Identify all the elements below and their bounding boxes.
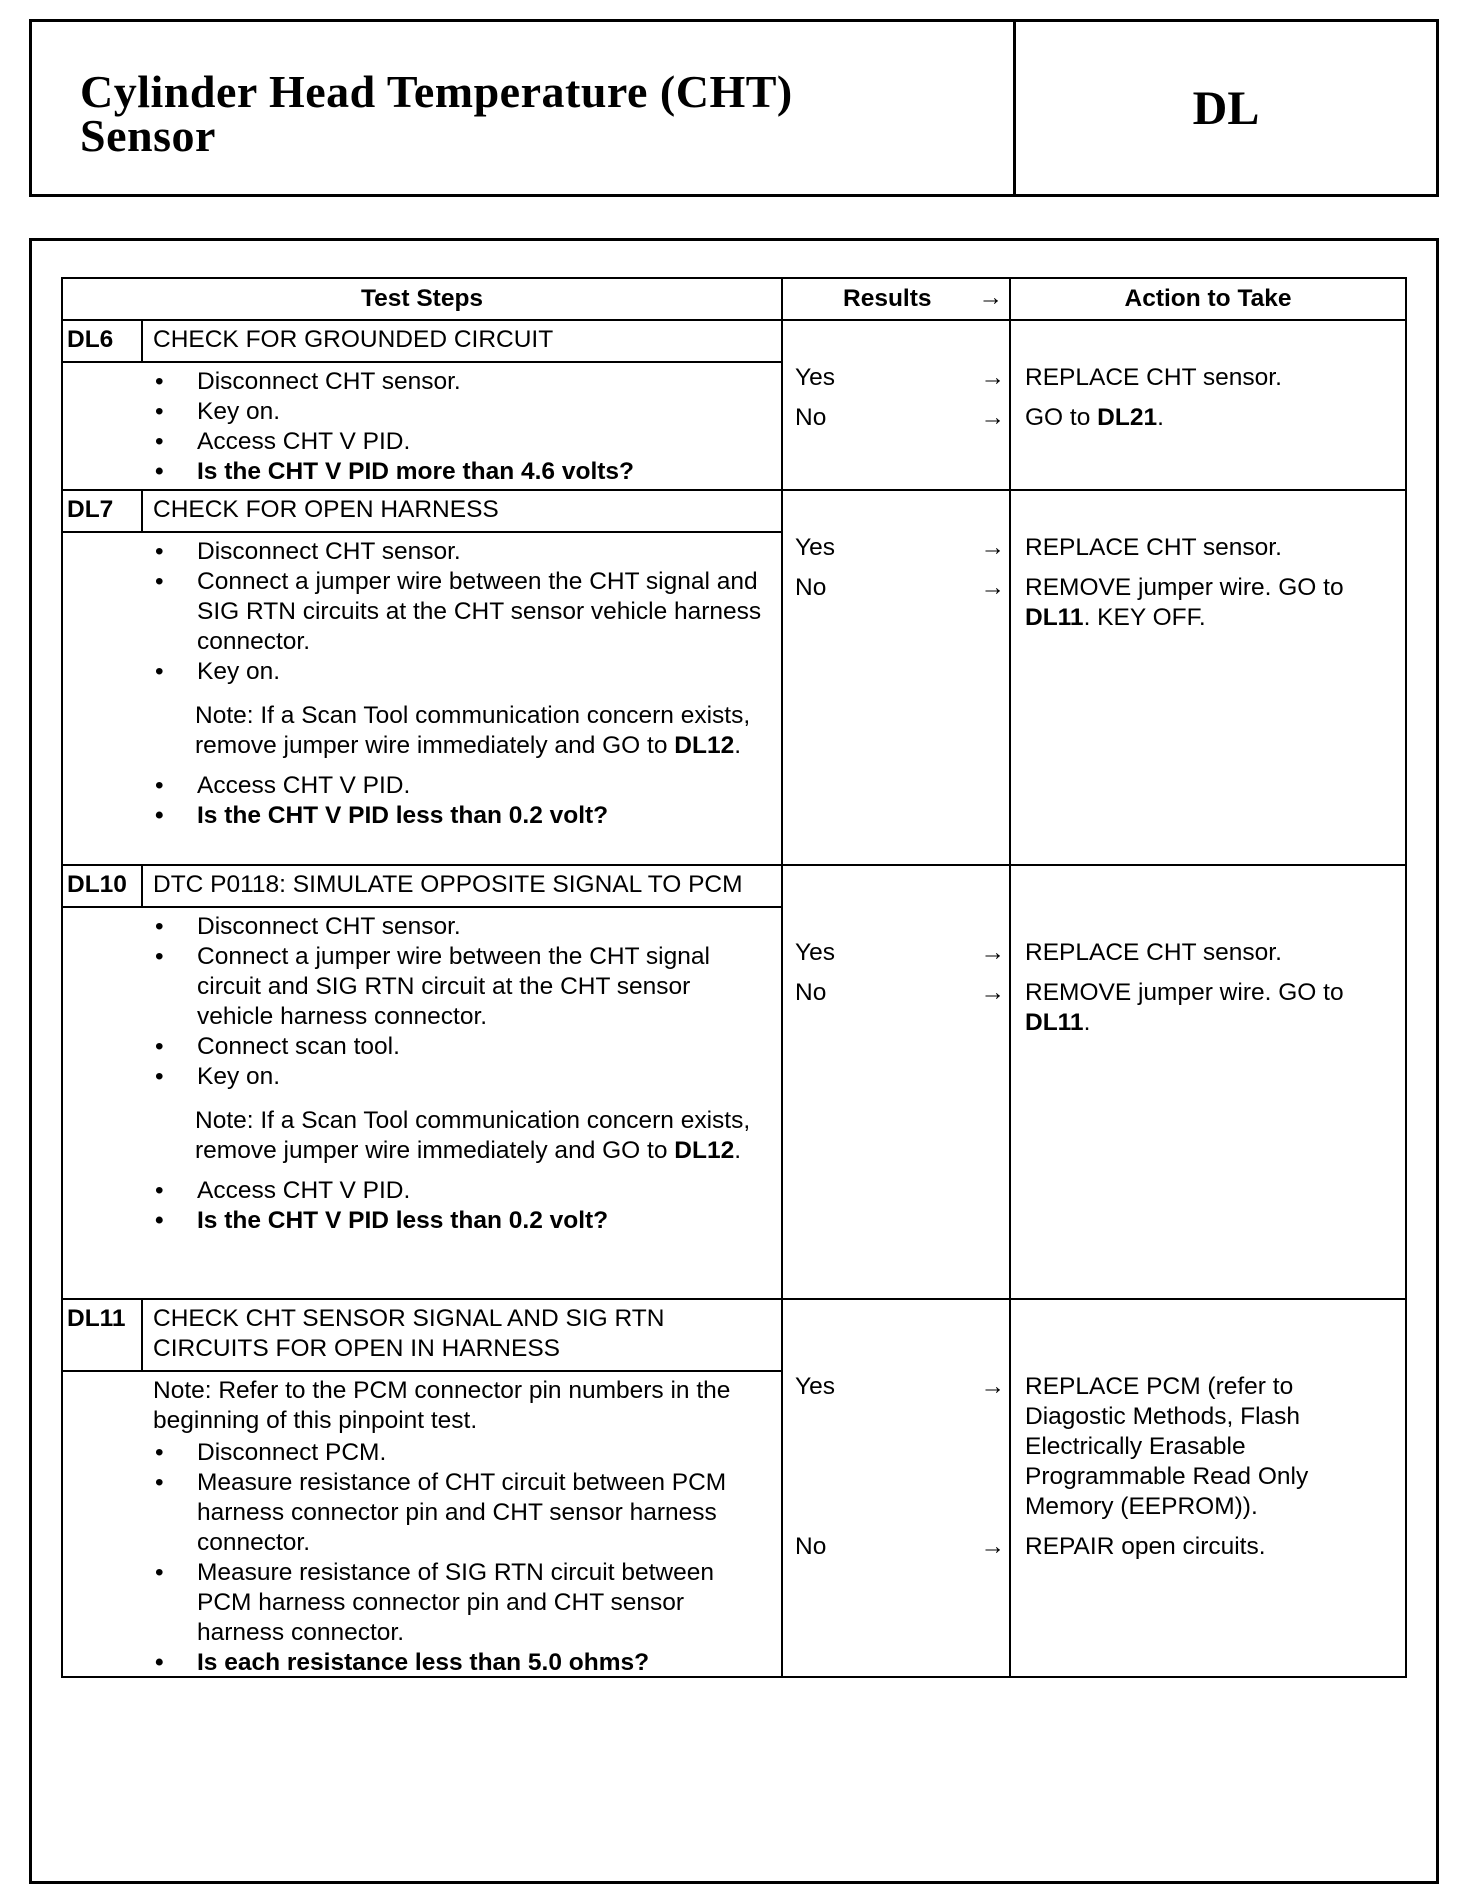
step-cell — [63, 491, 783, 864]
list-item: • Access CHT V PID. — [155, 1177, 411, 1204]
result-no: No — [795, 1533, 827, 1560]
action-yes: REPLACE PCM (refer to Diagostic Methods, Flash Electrically Erasable Programmable Read Only Memory (EEPROM)). — [1025, 1373, 1309, 1520]
step-id: DL6 — [63, 321, 143, 361]
col-header-action: Action to Take — [1124, 285, 1292, 312]
action-yes: REPLACE CHT sensor. — [1025, 939, 1282, 966]
step-body — [63, 533, 781, 835]
result-no: No — [795, 979, 827, 1006]
results-cell — [783, 321, 1011, 489]
list-item: • Disconnect CHT sensor. — [155, 368, 461, 395]
step-title: DTC P0118: SIMULATE OPPOSITE SIGNAL TO PCM — [153, 871, 743, 898]
list-item: • Disconnect CHT sensor. — [155, 913, 461, 940]
result-yes: Yes — [795, 364, 835, 391]
results-cell — [783, 1300, 1011, 1676]
step-id: DL7 — [63, 491, 143, 531]
table-row — [63, 1300, 1405, 1676]
step-question: • Is the CHT V PID less than 0.2 volt? — [155, 1207, 609, 1234]
action-no: REMOVE jumper wire. GO to DL11. — [1025, 979, 1344, 1036]
test-steps-table — [61, 277, 1407, 1678]
arrow-right-icon: → — [980, 1533, 1005, 1560]
list-item: • Connect scan tool. — [155, 1033, 400, 1060]
page-title-line2: Sensor — [80, 110, 216, 161]
table-row — [63, 491, 1405, 866]
table-row — [63, 866, 1405, 1300]
arrow-right-icon: → — [980, 534, 1005, 561]
action-cell — [1011, 1300, 1405, 1676]
step-note: Note: If a Scan Tool communication concern exists, remove jumper wire immediately and GO to DL12. — [195, 1107, 751, 1164]
results-cell — [783, 491, 1011, 864]
arrow-right-icon: → — [980, 939, 1005, 966]
arrow-right-icon: → — [980, 364, 1005, 391]
step-title: CHECK CHT SENSOR SIGNAL AND SIG RTN CIRCUITS FOR OPEN IN HARNESS — [153, 1305, 665, 1362]
table-row — [63, 321, 1405, 491]
step-title: CHECK FOR OPEN HARNESS — [153, 496, 499, 523]
list-item: • Key on. — [155, 1063, 281, 1090]
section-code: DL — [1192, 81, 1260, 135]
step-title-row — [63, 1300, 781, 1372]
arrow-right-icon: → — [980, 404, 1005, 431]
arrow-right-icon: → — [980, 574, 1005, 601]
arrow-right-icon: → — [978, 284, 1003, 311]
result-no: No — [795, 574, 827, 601]
page-header — [29, 19, 1439, 197]
step-body — [63, 908, 781, 1240]
step-cell — [63, 1300, 783, 1676]
action-cell — [1011, 321, 1405, 489]
step-body — [63, 1372, 781, 1682]
col-header-results-label: Results — [843, 285, 932, 312]
col-header-results — [783, 279, 1011, 319]
step-id: DL11 — [63, 1300, 143, 1370]
page-title-line1: Cylinder Head Temperature (CHT) — [80, 66, 793, 117]
step-question: • Is each resistance less than 5.0 ohms? — [155, 1649, 650, 1676]
col-header-test-steps: Test Steps — [63, 279, 783, 319]
action-no: REMOVE jumper wire. GO to DL11. KEY OFF. — [1025, 574, 1344, 631]
action-cell — [1011, 866, 1405, 1298]
list-item: • Connect a jumper wire between the CHT signal and SIG RTN circuits at the CHT sensor vehicle harness connector. — [155, 568, 762, 655]
action-cell — [1011, 491, 1405, 864]
step-cell — [63, 321, 783, 489]
list-item: • Key on. — [155, 398, 281, 425]
list-item: • Access CHT V PID. — [155, 428, 411, 455]
arrow-right-icon: → — [980, 1373, 1005, 1400]
step-title-row — [63, 866, 781, 908]
list-item: • Access CHT V PID. — [155, 772, 411, 799]
action-yes: REPLACE CHT sensor. — [1025, 364, 1282, 391]
step-title-row — [63, 491, 781, 533]
result-yes: Yes — [795, 1373, 835, 1400]
step-question: • Is the CHT V PID less than 0.2 volt? — [155, 802, 609, 829]
arrow-right-icon: → — [980, 979, 1005, 1006]
step-title: CHECK FOR GROUNDED CIRCUIT — [153, 326, 554, 353]
step-question: • Is the CHT V PID more than 4.6 volts? — [155, 458, 635, 485]
step-note: Note: If a Scan Tool communication concern exists, remove jumper wire immediately and GO to DL12. — [195, 702, 751, 759]
result-yes: Yes — [795, 939, 835, 966]
step-title-row — [63, 321, 781, 363]
list-item: • Connect a jumper wire between the CHT signal circuit and SIG RTN circuit at the CHT sensor vehicle harness connector. — [155, 943, 710, 1030]
action-no: REPAIR open circuits. — [1025, 1533, 1266, 1560]
step-id: DL10 — [63, 866, 143, 906]
list-item: • Key on. — [155, 658, 281, 685]
page-title — [32, 22, 1016, 194]
step-body — [63, 363, 781, 491]
list-item: • Disconnect PCM. — [155, 1439, 387, 1466]
result-no: No — [795, 404, 827, 431]
step-note: Note: Refer to the PCM connector pin numbers in the beginning of this pinpoint test. — [153, 1377, 731, 1434]
result-yes: Yes — [795, 534, 835, 561]
action-yes: REPLACE CHT sensor. — [1025, 534, 1282, 561]
list-item: • Measure resistance of CHT circuit between PCM harness connector pin and CHT sensor harness connector. — [155, 1469, 727, 1556]
results-cell — [783, 866, 1011, 1298]
step-cell — [63, 866, 783, 1298]
action-no: GO to DL21. — [1025, 404, 1164, 431]
list-item: • Disconnect CHT sensor. — [155, 538, 461, 565]
table-header-row — [63, 279, 1405, 321]
list-item: • Measure resistance of SIG RTN circuit between PCM harness connector pin and CHT sensor harness connector. — [155, 1559, 714, 1646]
